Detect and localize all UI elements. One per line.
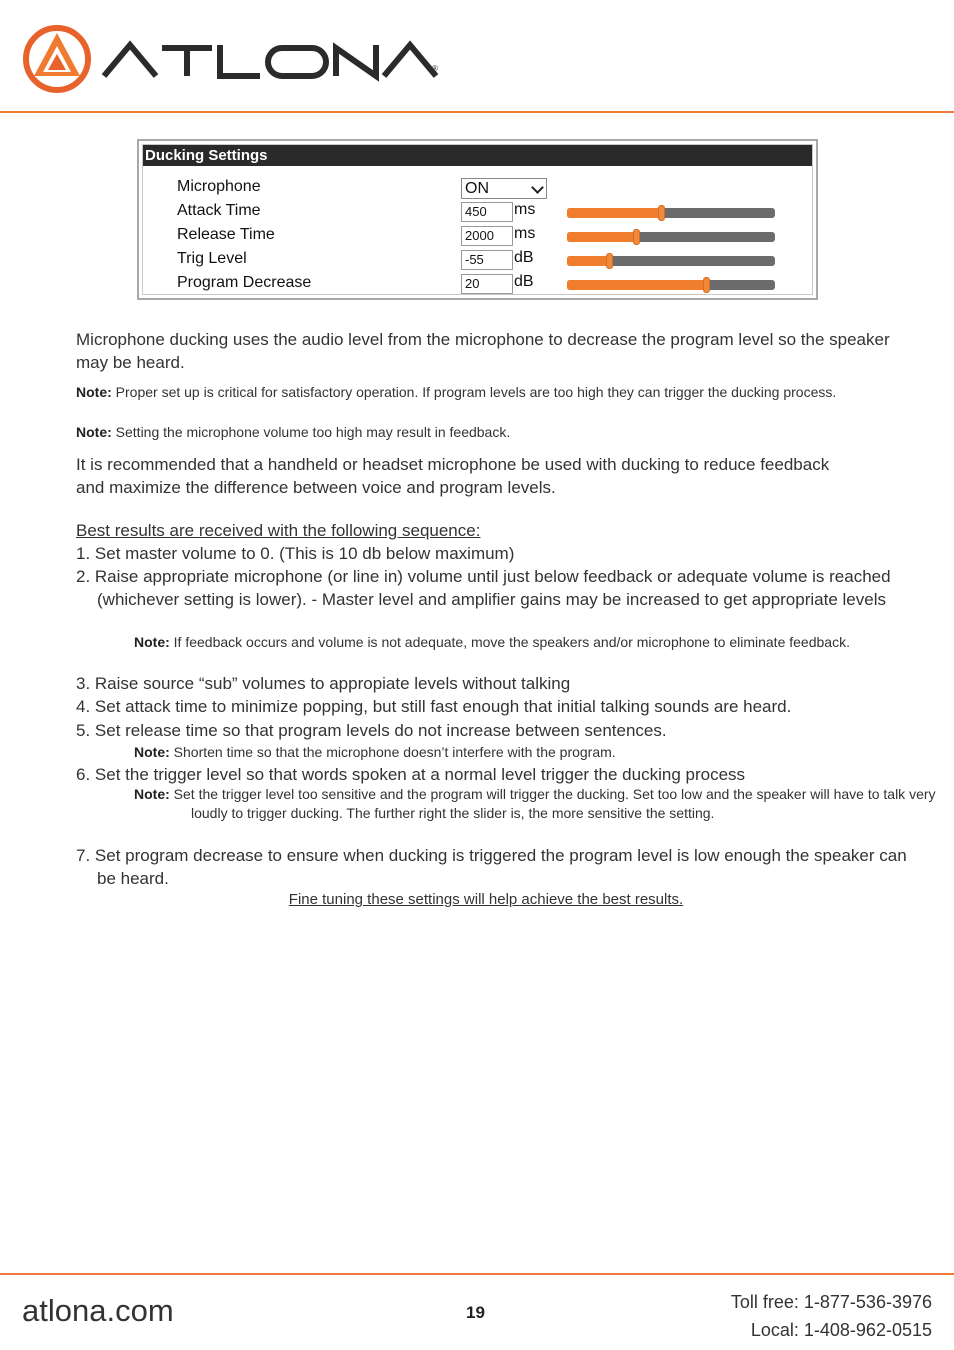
- atlona-logo-icon: [22, 24, 442, 94]
- attack-time-unit: ms: [514, 201, 536, 218]
- header-divider: [0, 111, 954, 113]
- release-time-input[interactable]: 2000: [461, 226, 513, 246]
- microphone-select[interactable]: [461, 178, 547, 199]
- program-decrease-unit: dB: [514, 273, 534, 290]
- note-text: Setting the microphone volume too high may result in feedback.: [115, 424, 511, 440]
- footer-divider: [0, 1273, 954, 1275]
- note-text: Shorten time so that the microphone doesn’t interfere with the program.: [173, 744, 616, 760]
- trig-level-unit: dB: [514, 249, 534, 266]
- slider-fill: [567, 208, 661, 218]
- intro-paragraph: Microphone ducking uses the audio level from the microphone to decrease the program level so the speaker may be heard.: [76, 330, 890, 372]
- step-5-note: [134, 743, 894, 762]
- step-6-note: [134, 785, 946, 823]
- trig-level-slider[interactable]: [567, 256, 775, 266]
- step-2-note: [134, 633, 936, 652]
- note-label: Note:: [76, 384, 112, 400]
- note-text: If feedback occurs and volume is not adequate, move the speakers and/or microphone to eliminate feedback.: [173, 634, 850, 650]
- program-decrease-input[interactable]: 20: [461, 274, 513, 294]
- slider-handle[interactable]: [606, 253, 613, 269]
- slider-fill: [567, 280, 706, 290]
- note-label: Note:: [76, 424, 112, 440]
- slider-fill: [567, 232, 636, 242]
- attack-time-row: [143, 199, 812, 223]
- page-number: 19: [466, 1303, 485, 1322]
- attack-time-slider[interactable]: [567, 208, 775, 218]
- step-3: 3. Raise source “sub” volumes to appropiate levels without talking: [76, 674, 571, 693]
- step-4: 4. Set attack time to minimize popping, but still fast enough that initial talking sounds are heard.: [76, 697, 792, 716]
- slider-handle[interactable]: [633, 229, 640, 245]
- attack-time-input[interactable]: 450: [461, 202, 513, 222]
- toll-free-number: Toll free: 1-877-536-3976: [730, 1292, 932, 1312]
- panel-title: Ducking Settings: [143, 145, 812, 166]
- slider-handle[interactable]: [703, 277, 710, 293]
- release-time-label: Release Time: [177, 226, 275, 243]
- step-1: 1. Set master volume to 0. (This is 10 db below maximum): [76, 544, 515, 563]
- trig-level-label: Trig Level: [177, 250, 247, 267]
- step-7: 7. Set program decrease to ensure when ducking is triggered the program level is low enough the speaker can be heard.: [76, 846, 907, 888]
- microphone-label: Microphone: [177, 178, 261, 195]
- ducking-settings-panel: [137, 139, 818, 300]
- release-time-unit: ms: [514, 225, 536, 242]
- note-text: Set the trigger level too sensitive and the program will trigger the ducking. Set too low and the speaker will have to talk very loudly to trigger ducking. The further right the slider is, the more sensitive the setting.: [173, 786, 936, 821]
- note-text: Proper set up is critical for satisfactory operation. If program levels are too high they can trigger the ducking process.: [115, 384, 837, 400]
- note-label: Note:: [134, 786, 170, 802]
- trig-level-input[interactable]: -55: [461, 250, 513, 270]
- sequence-heading: Best results are received with the following sequence:: [76, 521, 481, 540]
- recommendation-paragraph: It is recommended that a handheld or headset microphone be used with ducking to reduce feedback and maximize the difference between voice and program levels.: [76, 455, 830, 497]
- slider-fill: [567, 256, 609, 266]
- closing-line: Fine tuning these settings will help achieve the best results.: [288, 891, 684, 908]
- release-time-slider[interactable]: [567, 232, 775, 242]
- website-link[interactable]: atlona.com: [22, 1293, 174, 1328]
- microphone-row: [143, 175, 812, 199]
- attack-time-label: Attack Time: [177, 202, 261, 219]
- trig-level-row: [143, 247, 812, 271]
- contact-info: [731, 1288, 932, 1344]
- microphone-select-value: ON: [465, 180, 489, 197]
- step-2: 2. Raise appropriate microphone (or line in) volume until just below feedback or adequate volume is reached (whichever setting is lower). - Master level and amplifier gains may be increased to get appropriate levels: [76, 567, 891, 609]
- program-decrease-slider[interactable]: [567, 280, 775, 290]
- note-feedback: [76, 423, 876, 442]
- registered-mark: ®: [432, 64, 438, 73]
- slider-handle[interactable]: [658, 205, 665, 221]
- chevron-down-icon: [531, 181, 544, 194]
- step-6: 6. Set the trigger level so that words spoken at a normal level trigger the ducking process: [76, 765, 746, 784]
- release-time-row: [143, 223, 812, 247]
- note-setup: [76, 383, 876, 402]
- local-number: Local: 1-408-962-0515: [750, 1320, 932, 1340]
- program-decrease-row: [143, 271, 812, 295]
- atlona-logo: [22, 24, 442, 99]
- step-5: 5. Set release time so that program levels do not increase between sentences.: [76, 721, 667, 740]
- note-label: Note:: [134, 634, 170, 650]
- note-label: Note:: [134, 744, 170, 760]
- program-decrease-label: Program Decrease: [177, 274, 312, 291]
